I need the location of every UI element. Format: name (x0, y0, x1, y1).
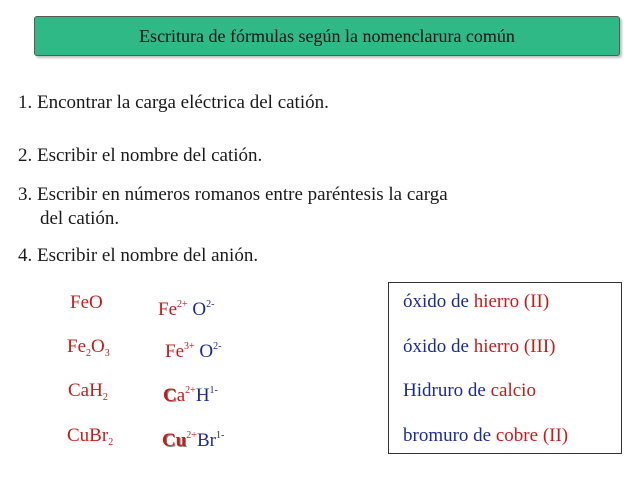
answer-feo (403, 290, 549, 314)
formula-sub2: 3 (104, 348, 110, 359)
ions-fe2o3 (165, 335, 221, 364)
cation-symbol: Cu (162, 430, 187, 451)
title-banner (34, 16, 620, 56)
anion-name: óxido de (403, 336, 469, 357)
cation-name: calcio (490, 380, 536, 401)
step-1: 1. Encontrar la carga eléctrica del catión. (18, 92, 329, 113)
cation-symbol: Fe (158, 299, 177, 320)
cation-charge: 3+ (184, 341, 195, 352)
ions-cubr2 (162, 424, 224, 453)
formula-sub1: 2 (86, 348, 91, 359)
anion-symbol: Br (196, 430, 216, 451)
anion-name: bromuro de (403, 425, 492, 446)
anion-name: óxido de (403, 291, 469, 312)
cation-name: hierro (III) (473, 336, 556, 357)
cation-symbol-rest: a (176, 385, 186, 406)
step-3-continuation: del catión. (40, 208, 120, 229)
formula-el1: Fe (67, 336, 86, 357)
formula-cah2 (68, 379, 108, 410)
anion-name: Hidruro de (403, 380, 486, 401)
anion-symbol: H (195, 385, 210, 406)
formula-sub1: 2 (108, 437, 114, 448)
formula-el2: O (91, 336, 105, 357)
anion-charge: 2- (206, 299, 215, 310)
cation-charge: 2+ (185, 385, 196, 396)
ions-cah2 (163, 379, 218, 408)
cation-name: hierro (II) (473, 291, 550, 312)
cation-charge: 2+ (177, 299, 188, 310)
anion-symbol: O (192, 299, 207, 320)
formula-fe2o3 (67, 335, 110, 366)
cation-symbol: Fe (165, 341, 184, 362)
ions-feo (158, 293, 214, 322)
cation-charge: 2+ (186, 430, 197, 441)
anion-symbol: O (199, 341, 214, 362)
anion-charge: 2- (213, 341, 222, 352)
step-3: 3. Escribir en números romanos entre paréntesis la carga (18, 184, 448, 205)
anion-charge: 1- (215, 430, 225, 441)
answer-cubr2 (403, 424, 568, 448)
answer-box (388, 282, 622, 454)
formula-cubr2 (67, 424, 113, 455)
formula-sub1: 2 (102, 392, 108, 403)
formula-feo (70, 291, 103, 315)
slide-title: Escritura de fórmulas según la nomenclarura común (139, 26, 515, 46)
cation-name: cobre (II) (495, 425, 569, 446)
formula-el1: CaH (68, 380, 103, 401)
step-2: 2. Escribir el nombre del catión. (18, 145, 263, 166)
step-4: 4. Escribir el nombre del anión. (18, 245, 259, 266)
answer-fe2o3 (403, 335, 555, 359)
cation-symbol-first: C (163, 385, 177, 406)
formula-text: FeO (70, 292, 103, 313)
answer-cah2 (403, 379, 536, 403)
formula-el1: CuBr (67, 425, 109, 446)
anion-charge: 1- (209, 385, 218, 396)
